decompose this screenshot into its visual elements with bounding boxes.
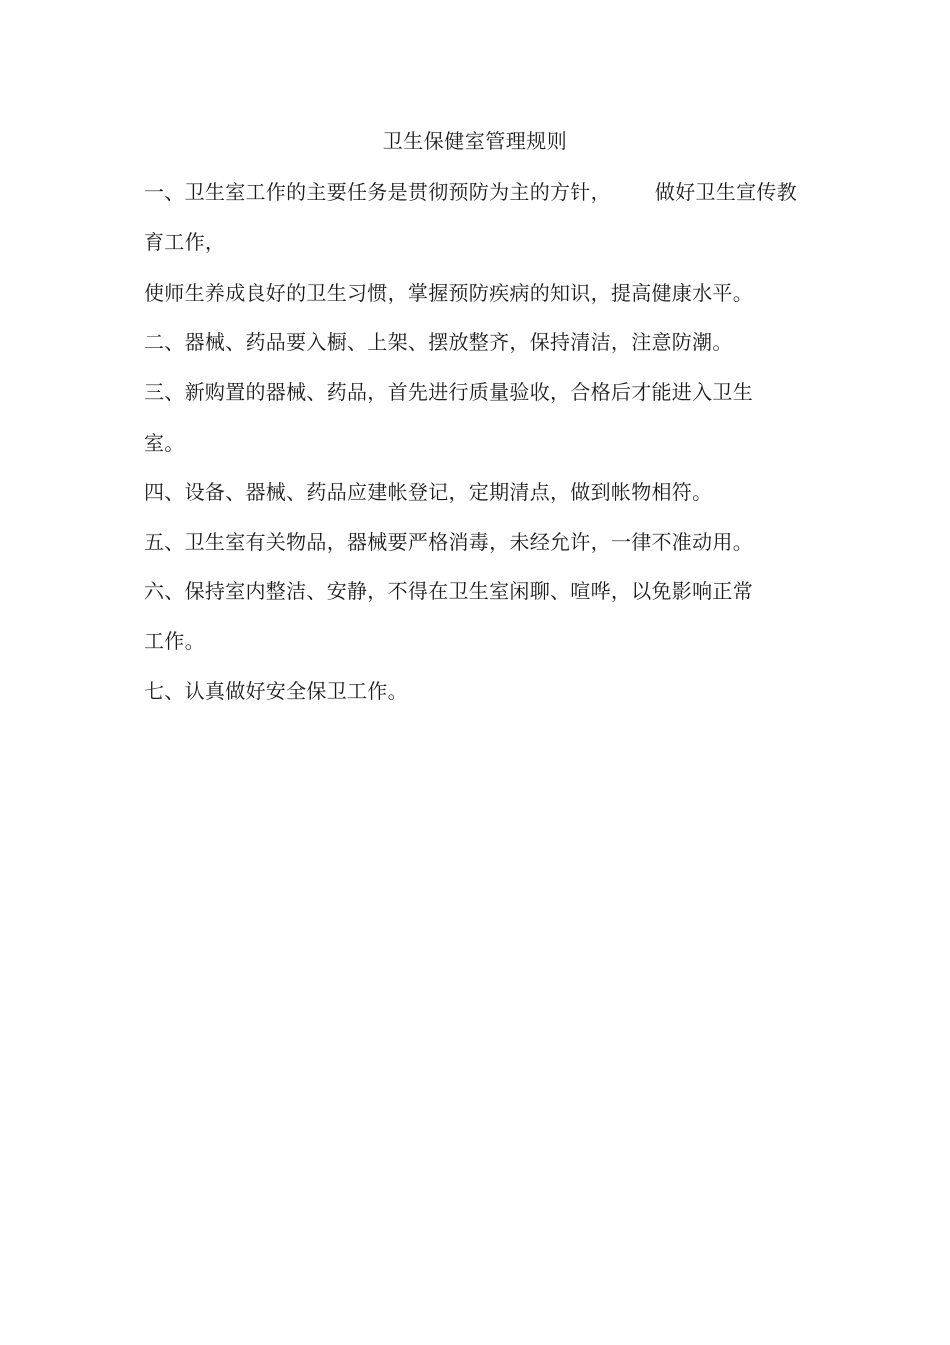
rule-line-7: 四、设备、器械、药品应建帐登记，定期清点，做到帐物相符。: [144, 480, 713, 504]
rule-line-3: 使师生养成良好的卫生习惯，掌握预防疾病的知识，提高健康水平。: [144, 281, 753, 305]
rule-line-1: [144, 178, 797, 206]
rule-line-11: 七、认真做好安全保卫工作。: [144, 679, 408, 703]
rule-line-9: 六、保持室内整洁、安静，不得在卫生室闲聊、喧哗，以免影响正常: [144, 579, 753, 603]
rule-line-10: 工作。: [144, 629, 205, 653]
document-title: 卫生保健室管理规则: [382, 129, 568, 153]
rule-line-2: 育工作，: [144, 230, 226, 254]
rule-line-8: 五、卫生室有关物品，器械要严格消毒，未经允许，一律不准动用。: [144, 530, 753, 554]
rule-line-1-part-b: 做好卫生宣传教: [654, 180, 798, 204]
rule-line-5: 三、新购置的器械、药品，首先进行质量验收，合格后才能进入卫生: [144, 380, 753, 404]
rule-line-4: 二、器械、药品要入橱、上架、摆放整齐，保持清洁，注意防潮。: [144, 330, 733, 354]
rule-line-1-part-a: 一、卫生室工作的主要任务是贯彻预防为主的方针，: [144, 180, 611, 204]
rule-line-6: 室。: [144, 431, 185, 455]
